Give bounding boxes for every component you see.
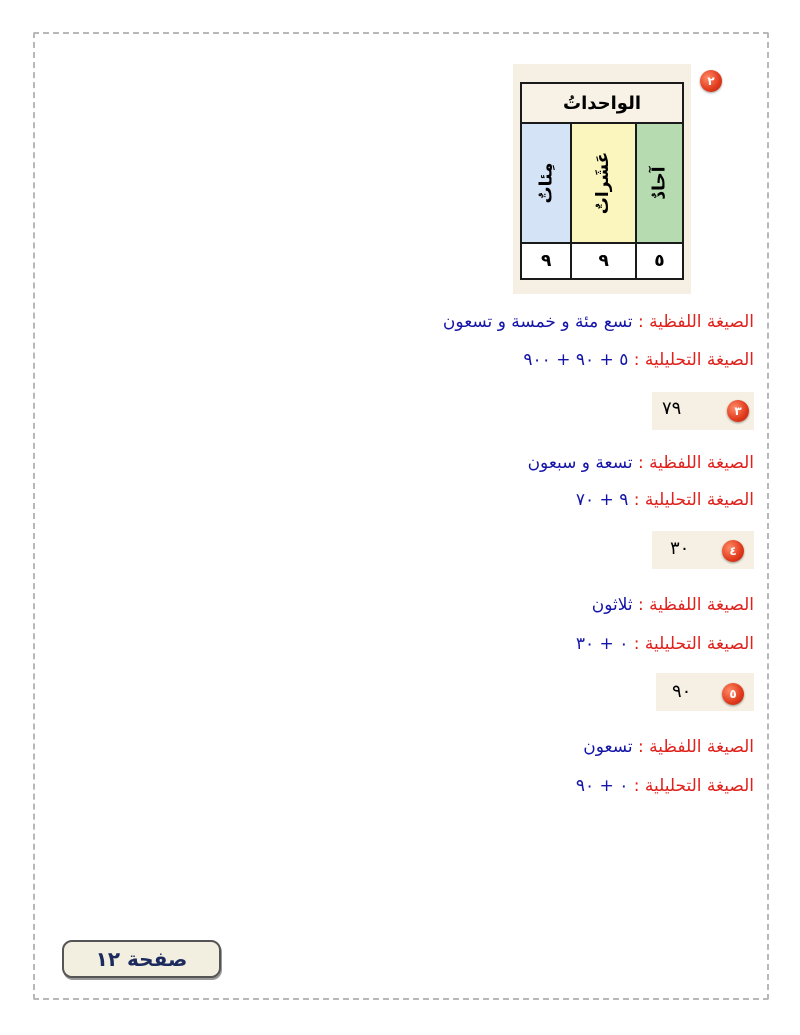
ones-column bbox=[636, 123, 683, 243]
table-header: الواحداتُ bbox=[521, 83, 683, 123]
exercise-value: ٩٠ bbox=[672, 681, 692, 702]
exercise-number: ٢ bbox=[707, 74, 715, 88]
expanded-form-value: ٥ + ٩٠ + ٩٠٠ bbox=[523, 350, 629, 370]
expanded-form-value: ٩ + ٧٠ bbox=[575, 490, 629, 510]
expanded-form-line bbox=[523, 350, 754, 370]
expanded-form-value: ٠ + ٣٠ bbox=[575, 634, 629, 654]
tens-column bbox=[571, 123, 635, 243]
word-form-line bbox=[528, 453, 754, 473]
exercise-number-badge bbox=[722, 540, 744, 562]
tens-digit: ٩ bbox=[571, 243, 635, 279]
word-form-value: تسعون bbox=[583, 737, 633, 757]
hundreds-digit: ٩ bbox=[521, 243, 571, 279]
exercise-value: ٣٠ bbox=[670, 538, 690, 559]
exercise-number: ٤ bbox=[729, 544, 737, 558]
exercise-number: ٣ bbox=[734, 404, 742, 418]
tens-label: عَشَراتٌ bbox=[593, 151, 614, 215]
exercise-number: ٥ bbox=[729, 687, 737, 701]
ones-digit: ٥ bbox=[636, 243, 683, 279]
word-form-line bbox=[583, 737, 754, 757]
word-form-value: تسعة و سبعون bbox=[527, 453, 633, 473]
expanded-form-line bbox=[576, 634, 754, 654]
page-number-label: صفحة ١٢ bbox=[62, 940, 221, 978]
expanded-form-value: ٠ + ٩٠ bbox=[575, 776, 629, 796]
expanded-form-line bbox=[576, 490, 754, 510]
expanded-form-label: الصيغة التحليلية : bbox=[633, 490, 754, 510]
word-form-label: الصيغة اللفظية : bbox=[638, 312, 754, 332]
word-form-line bbox=[592, 595, 754, 615]
hundreds-label: مِئاتٌ bbox=[536, 162, 557, 204]
word-form-label: الصيغة اللفظية : bbox=[638, 595, 754, 615]
hundreds-column bbox=[521, 123, 571, 243]
exercise-number-badge bbox=[727, 400, 749, 422]
expanded-form-label: الصيغة التحليلية : bbox=[633, 350, 754, 370]
exercise-number-badge bbox=[700, 70, 722, 92]
exercise-value: ٧٩ bbox=[662, 398, 682, 419]
expanded-form-label: الصيغة التحليلية : bbox=[633, 776, 754, 796]
word-form-value: تسع مئة و خمسة و تسعون bbox=[442, 312, 633, 332]
expanded-form-line bbox=[576, 776, 754, 796]
place-value-table bbox=[520, 82, 684, 280]
word-form-value: ثلاثون bbox=[591, 595, 633, 615]
word-form-line bbox=[443, 312, 754, 332]
word-form-label: الصيغة اللفظية : bbox=[638, 453, 754, 473]
exercise-number-badge bbox=[722, 683, 744, 705]
word-form-label: الصيغة اللفظية : bbox=[638, 737, 754, 757]
ones-label: آحادٌ bbox=[649, 166, 670, 200]
expanded-form-label: الصيغة التحليلية : bbox=[633, 634, 754, 654]
